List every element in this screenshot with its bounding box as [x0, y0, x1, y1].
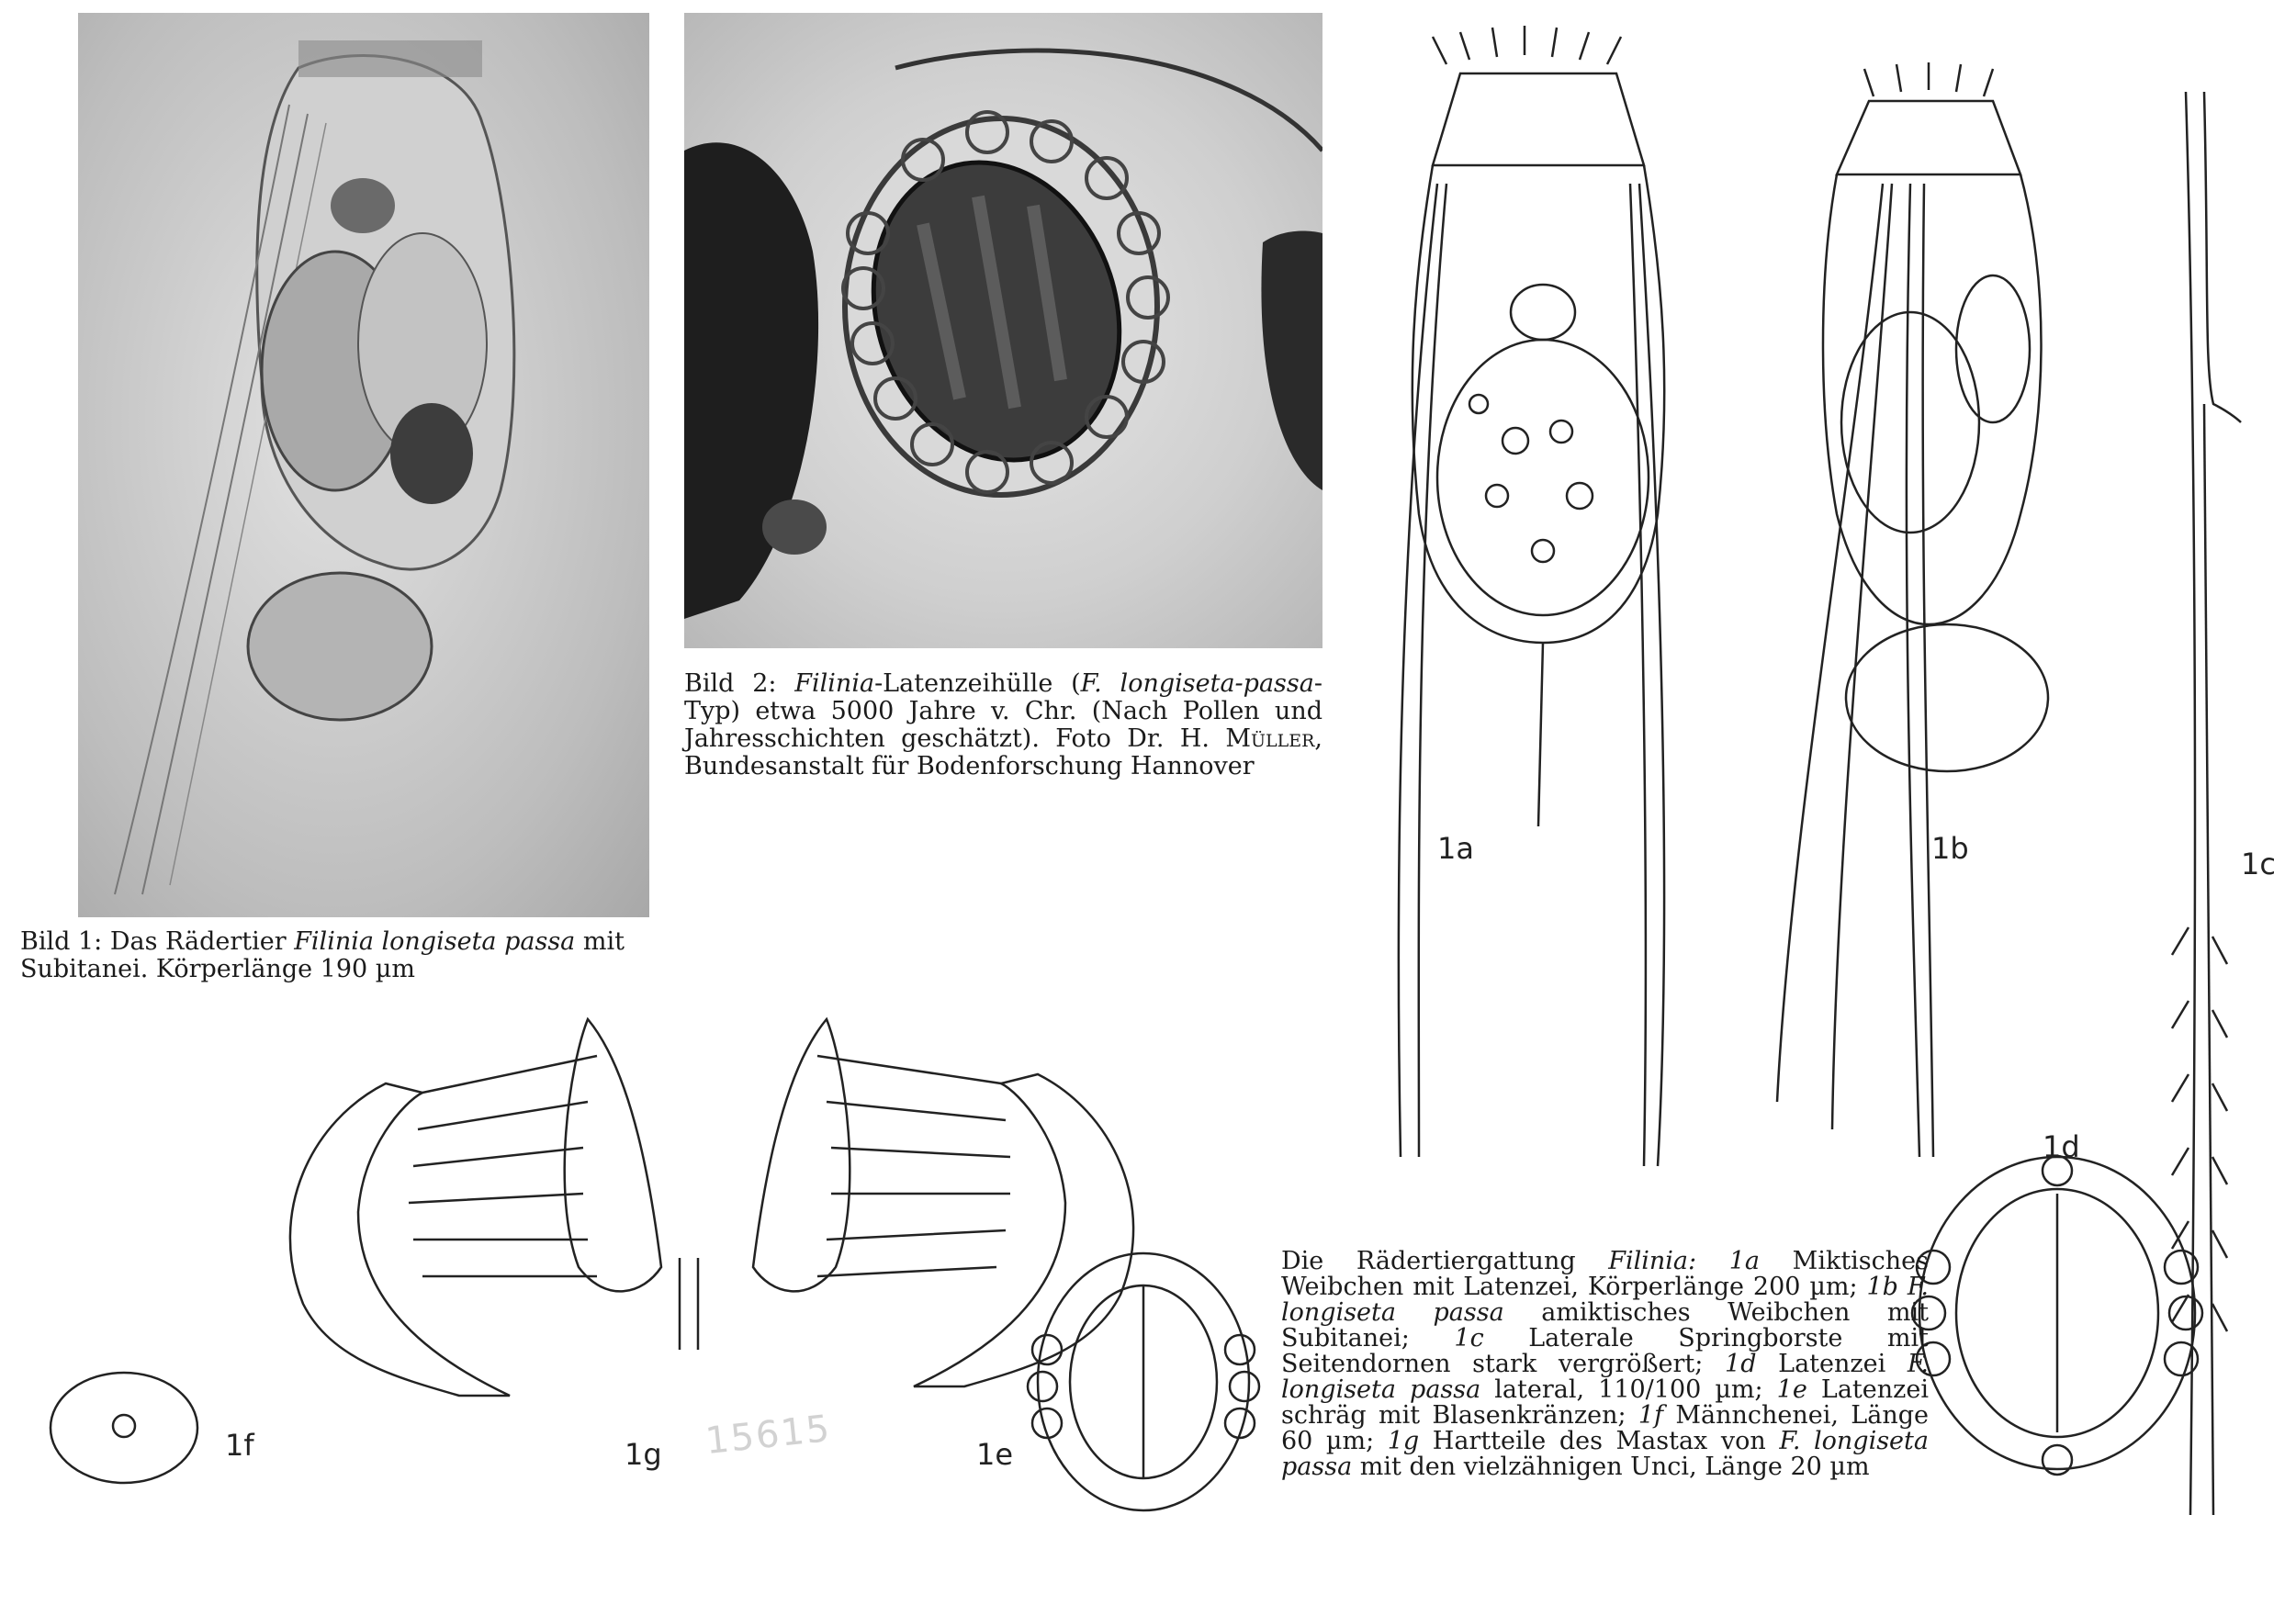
drawing-1g — [290, 1019, 1133, 1396]
bild1-caption-rest: mit Subitanei. Körperlänge 190 µm — [20, 927, 625, 983]
drawing-1b — [1777, 62, 2048, 1157]
main-caption-1c: 1c — [1454, 1324, 1484, 1352]
bild2-caption-text-3: , Bundesanstalt für Bodenforschung Hannover — [684, 724, 1322, 780]
main-caption-1g: 1g — [1387, 1427, 1420, 1455]
main-caption-text-10: mit den vielzähnigen Unci, Länge 20 µm — [1352, 1453, 1870, 1481]
bild2-caption-text-1: -Latenzeihülle ( — [874, 669, 1081, 698]
bild1-caption-lead: Bild 1: Das Rädertier — [20, 927, 295, 956]
main-caption-text-6: lateral, 110/100 µm; — [1480, 1375, 1777, 1404]
drawing-1e — [1028, 1253, 1259, 1510]
main-caption-species-1: F. longiseta passa — [1281, 1350, 1929, 1404]
drawing-1f — [51, 1373, 197, 1483]
bild2-caption-lead: Bild 2: — [684, 669, 795, 698]
main-caption-text-3: amiktisches Weibchen mit Subitanei; — [1281, 1298, 1929, 1352]
main-caption-text-1: Die Rädertiergattung — [1281, 1247, 1609, 1275]
label-1d: 1d — [2043, 1129, 2080, 1164]
label-1c: 1c — [2241, 847, 2276, 881]
label-1e: 1e — [976, 1437, 1014, 1472]
main-caption-species-2: F. longiseta passa — [1281, 1427, 1929, 1481]
main-caption-text-7: Latenzei schräg mit Blasenkränzen; — [1281, 1375, 1929, 1430]
main-caption-1f: 1f — [1638, 1401, 1664, 1430]
pencil-inventory-number: 15615 — [703, 1407, 834, 1464]
main-caption-1b: 1b F. longiseta passa — [1281, 1273, 1929, 1327]
label-1b: 1b — [1931, 831, 1969, 866]
main-caption-text-5: Latenzei — [1756, 1350, 1908, 1378]
drawing-1d — [1912, 1156, 2202, 1475]
main-caption-text-2: Miktisches Weibchen mit Latenzei, Körperlänge 200 µm; — [1281, 1247, 1930, 1301]
main-caption-genus: Filinia: 1a — [1608, 1247, 1761, 1275]
main-figure-caption — [1281, 1249, 1929, 1480]
label-1g: 1g — [625, 1437, 662, 1472]
bild2-caption-genus: Filinia — [794, 669, 875, 698]
bild2-caption-species: F. longiseta-passa — [1080, 669, 1314, 698]
drawing-1a — [1399, 26, 1664, 1166]
main-caption-text-8: Männchenei, Länge 60 µm; — [1281, 1401, 1929, 1455]
bild1-caption-species: Filinia longiseta passa — [294, 927, 576, 956]
drawing-1c — [2172, 92, 2241, 1515]
main-caption-1e: 1e — [1776, 1375, 1807, 1404]
label-1a: 1a — [1437, 831, 1474, 866]
main-caption-1d: 1d — [1725, 1350, 1757, 1378]
bild2-caption-author: Müller — [1225, 724, 1315, 753]
label-1f: 1f — [225, 1428, 254, 1463]
main-caption-text-4: Laterale Springborste mit Seitendornen stark vergrößert; — [1281, 1324, 1929, 1378]
bild2-caption-text-2: -Typ) etwa 5000 Jahre v. Chr. (Nach Pollen und Jahresschichten geschätzt). Foto Dr. H. — [684, 669, 1322, 753]
main-caption-text-9: Hartteile des Mastax von — [1419, 1427, 1780, 1455]
